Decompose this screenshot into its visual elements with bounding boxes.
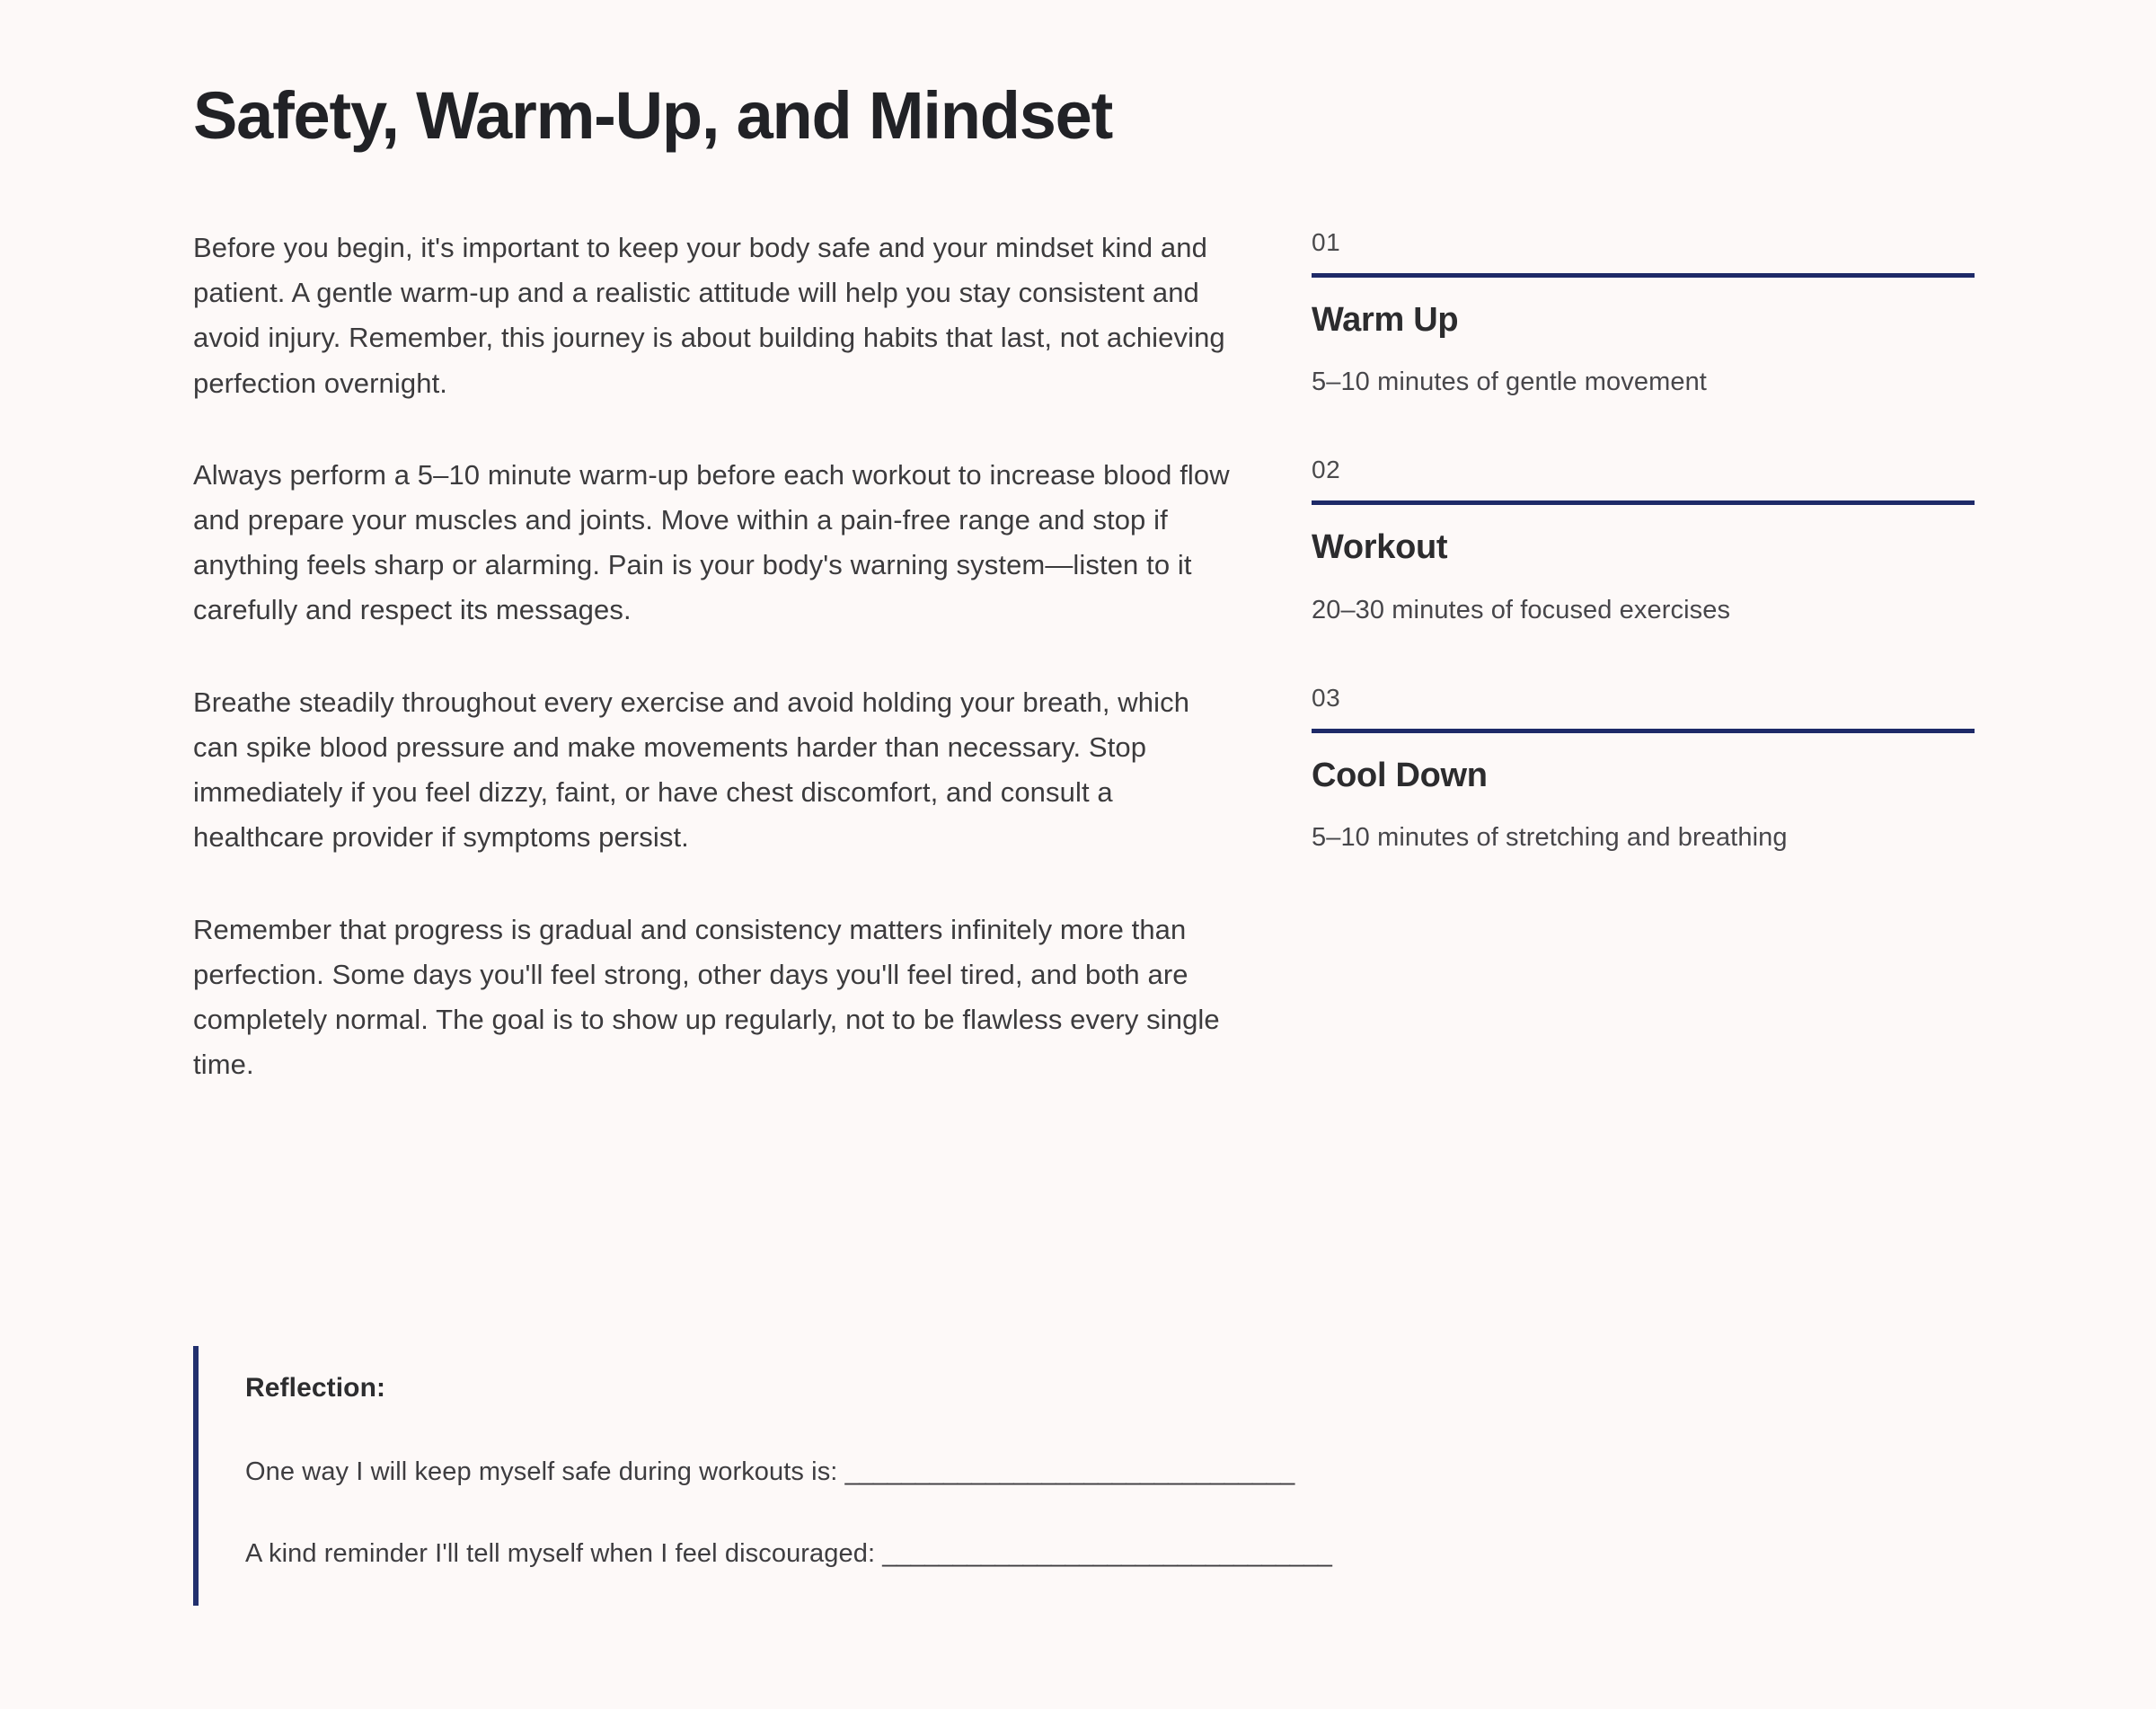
step-divider <box>1312 729 1975 733</box>
steps-column <box>1312 226 1976 857</box>
step-number: 03 <box>1312 683 1341 712</box>
step-description: 5–10 minutes of stretching and breathing <box>1312 823 1788 853</box>
step-title: Cool Down <box>1312 756 1488 794</box>
reflection-prompt-text: One way I will keep myself safe during workouts is: <box>245 1457 838 1486</box>
reflection-block <box>193 1346 1900 1606</box>
step-divider <box>1312 500 1975 505</box>
reflection-answer-blank[interactable]: ________________________________ <box>844 1457 1294 1486</box>
body-paragraph: Always perform a 5–10 minute warm-up before each workout to increase blood flow and prepare your muscles and joints. Move within a pain-free range and stop if anything feels sharp or alarming. Pain is your body's warning system—listen to it carefully and respect its messages. <box>193 458 1230 626</box>
step-title: Warm Up <box>1312 300 1459 339</box>
reflection-heading: Reflection: <box>245 1373 386 1403</box>
reflection-prompt <box>245 1536 1900 1572</box>
prose-column <box>193 226 1231 1088</box>
reflection-prompt-text: A kind reminder I'll tell myself when I feel discouraged: <box>245 1538 876 1568</box>
step-number: 02 <box>1312 456 1341 484</box>
step-item <box>1312 229 1976 402</box>
step-description: 20–30 minutes of focused exercises <box>1312 595 1731 624</box>
step-item <box>1312 685 1976 857</box>
step-title: Workout <box>1312 528 1448 567</box>
page-title: Safety, Warm-Up, and Mindset <box>193 78 1113 153</box>
step-divider <box>1312 273 1975 278</box>
body-paragraph: Breathe steadily throughout every exercise and avoid holding your breath, which can spike blood pressure and make movements harder than necessary. Stop immediately if you feel dizzy, faint, or have chest discomfort, and consult a healthcare provider if symptoms persist. <box>193 686 1190 854</box>
content-columns <box>193 226 1963 1088</box>
step-item <box>1312 456 1976 629</box>
body-paragraph: Before you begin, it's important to keep your body safe and your mindset kind and patient. A gentle warm-up and a realistic attitude will help you stay consistent and avoid injury. Remember, this journey is about building habits that last, not achieving perfection overnight. <box>193 231 1225 399</box>
reflection-answer-blank[interactable]: ________________________________ <box>882 1538 1332 1568</box>
step-number: 01 <box>1312 227 1341 256</box>
body-paragraph: Remember that progress is gradual and consistency matters infinitely more than perfection. Some days you'll feel strong, other days you'll feel tired, and both are completely normal. The goal is to show up regularly, not to be flawless every single time. <box>193 913 1220 1081</box>
step-description: 5–10 minutes of gentle movement <box>1312 367 1707 397</box>
reflection-prompt <box>245 1454 1900 1491</box>
